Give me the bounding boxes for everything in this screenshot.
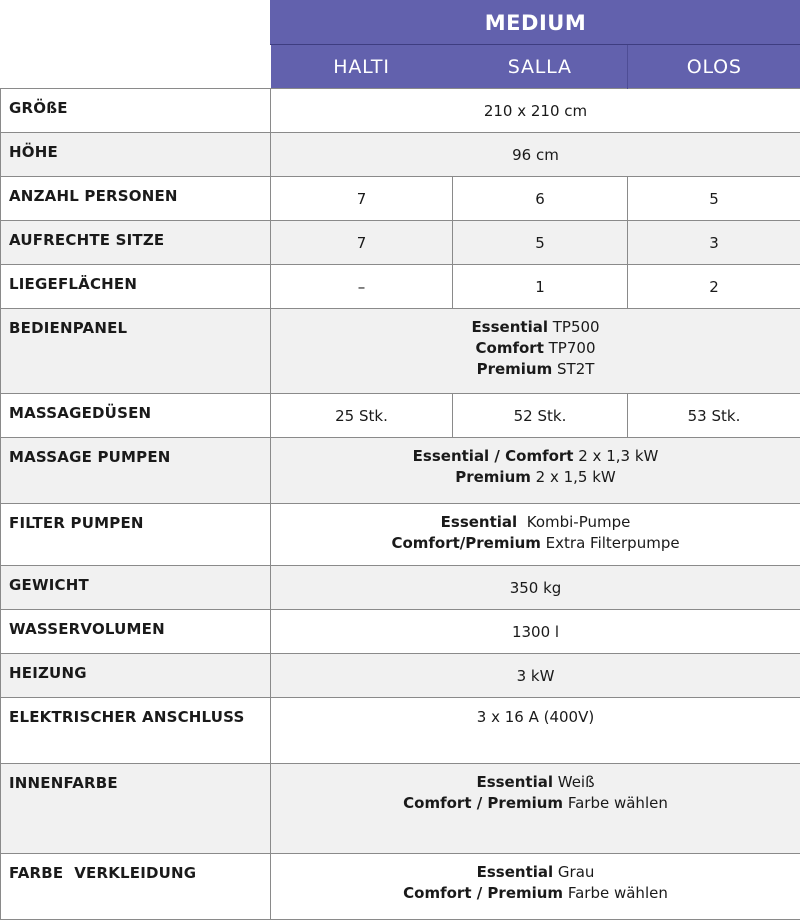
header-blank [1, 1, 271, 89]
row-value [271, 504, 800, 566]
cell-halti: – [271, 265, 453, 309]
row-label: MASSAGE PUMPEN [1, 438, 271, 504]
row-label: BEDIENPANEL [1, 309, 271, 394]
value-line: Premium ST2T [476, 360, 595, 378]
value-line: Essential TP500 [471, 318, 600, 336]
cell-olos: 3 [628, 221, 800, 265]
row-label: LIEGEFLÄCHEN [1, 265, 271, 309]
value-line: Comfort / Premium Farbe wählen [403, 794, 668, 812]
row-value [271, 764, 800, 854]
model-header-halti: HALTI [271, 45, 453, 89]
row-anschluss [1, 698, 800, 764]
cell-olos: 5 [628, 177, 800, 221]
row-value [271, 309, 800, 394]
row-groesse [1, 89, 800, 133]
model-header-salla: SALLA [453, 45, 628, 89]
row-label: HEIZUNG [1, 654, 271, 698]
header-row-group [1, 1, 800, 45]
cell-salla: 1 [453, 265, 628, 309]
row-innenfarbe [1, 764, 800, 854]
group-title: MEDIUM [271, 1, 800, 45]
row-label: WASSERVOLUMEN [1, 610, 271, 654]
row-label: GRÖßE [1, 89, 271, 133]
row-value: 210 x 210 cm [271, 89, 800, 133]
row-label: GEWICHT [1, 566, 271, 610]
cell-halti: 7 [271, 177, 453, 221]
row-label: HÖHE [1, 133, 271, 177]
row-personen [1, 177, 800, 221]
cell-olos: 2 [628, 265, 800, 309]
value-line: Premium 2 x 1,5 kW [455, 468, 616, 486]
value-line: Essential Kombi-Pumpe [440, 513, 631, 531]
value-line: Comfort/Premium Extra Filterpumpe [391, 534, 680, 552]
row-wasser [1, 610, 800, 654]
row-sitze [1, 221, 800, 265]
row-value: 1300 l [271, 610, 800, 654]
model-header-olos: OLOS [628, 45, 800, 89]
value-line: Comfort / Premium Farbe wählen [403, 884, 668, 902]
row-label: FARBE VERKLEIDUNG [1, 854, 271, 920]
cell-salla: 5 [453, 221, 628, 265]
row-liege [1, 265, 800, 309]
row-value [271, 854, 800, 920]
cell-olos: 53 Stk. [628, 394, 800, 438]
row-filter [1, 504, 800, 566]
row-value: 3 kW [271, 654, 800, 698]
cell-salla: 52 Stk. [453, 394, 628, 438]
row-value [271, 438, 800, 504]
value-line: Comfort TP700 [475, 339, 596, 357]
value-line: Essential / Comfort 2 x 1,3 kW [412, 447, 659, 465]
row-label: FILTER PUMPEN [1, 504, 271, 566]
cell-salla: 6 [453, 177, 628, 221]
row-label: AUFRECHTE SITZE [1, 221, 271, 265]
row-hoehe [1, 133, 800, 177]
row-label: MASSAGEDÜSEN [1, 394, 271, 438]
row-value: 350 kg [271, 566, 800, 610]
row-label: ELEKTRISCHER ANSCHLUSS [1, 698, 271, 764]
row-verkleidung [1, 854, 800, 920]
row-value: 3 x 16 A (400V) [271, 698, 800, 764]
value-line: Essential Grau [476, 863, 595, 881]
cell-halti: 25 Stk. [271, 394, 453, 438]
row-value: 96 cm [271, 133, 800, 177]
row-pumpen [1, 438, 800, 504]
row-gewicht [1, 566, 800, 610]
row-label: ANZAHL PERSONEN [1, 177, 271, 221]
row-label: INNENFARBE [1, 764, 271, 854]
row-heizung [1, 654, 800, 698]
cell-halti: 7 [271, 221, 453, 265]
row-duesen [1, 394, 800, 438]
value-line: Essential Weiß [476, 773, 595, 791]
row-bedienpanel [1, 309, 800, 394]
